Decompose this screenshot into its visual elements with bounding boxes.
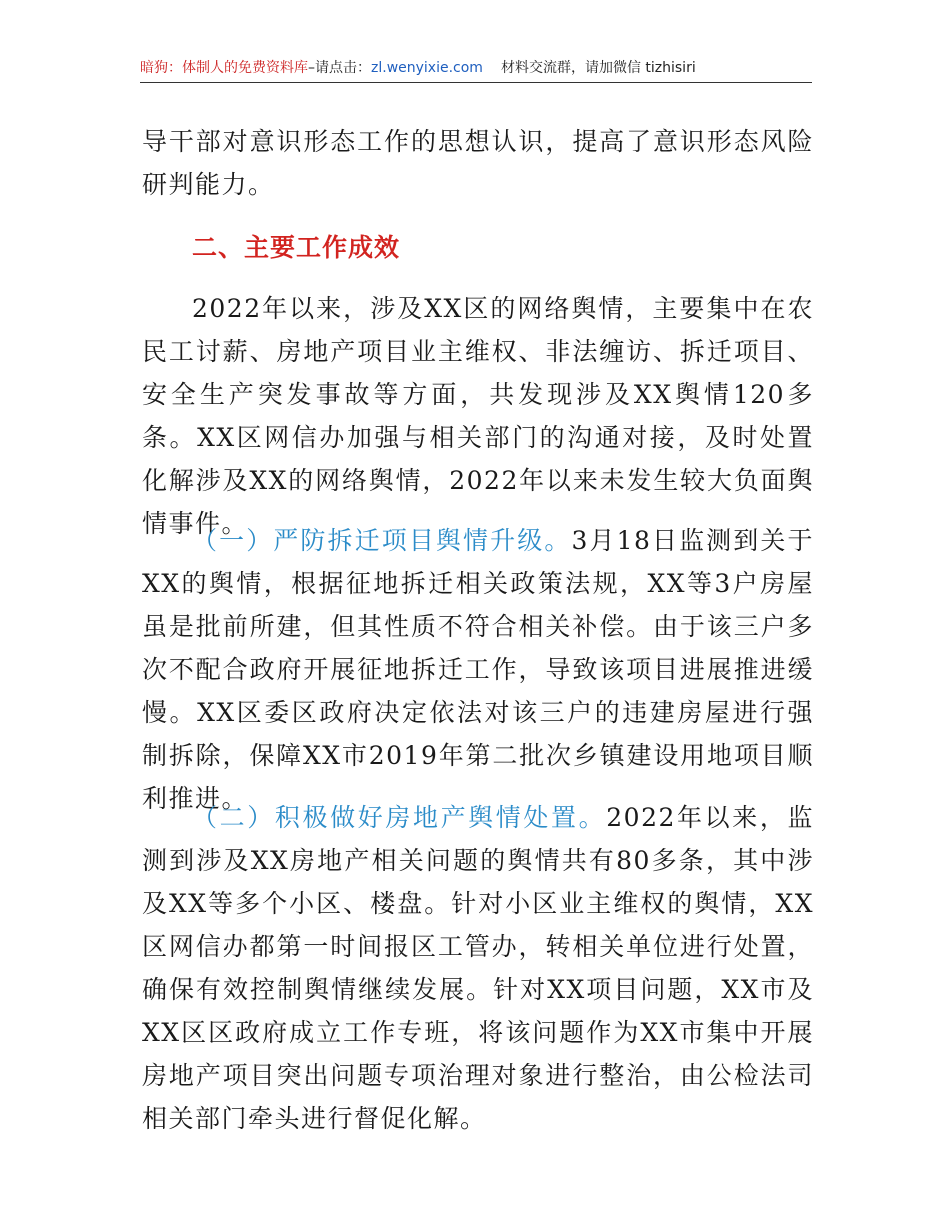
header-link[interactable]: zl.wenyixie.com bbox=[371, 60, 483, 76]
header-brand: 暗狗：体制人的免费资料库 bbox=[140, 60, 308, 76]
paragraph-demolition-body: 3月18日监测到关于XX的舆情，根据征地拆迁相关政策法规，XX等3户房屋虽是批前所建，但其性质不符合相关补偿。由于该三户多次不配合政府开展征地拆迁工作，导致该项目进展推进缓慢。XX区委区政府决定依法对该三户的违建房屋进行强制拆除，保障XX市2019年第二批次乡镇建设用地项目顺利推进。 bbox=[142, 526, 814, 813]
subheading-real-estate: （二）积极做好房地产舆情处置。 bbox=[192, 803, 607, 832]
paragraph-real-estate-body: 2022年以来，监测到涉及XX房地产相关问题的舆情共有80多条，其中涉及XX等多个小区、楼盘。针对小区业主维权的舆情，XX区网信办都第一时间报区工管办，转相关单位进行处置，确保有效控制舆情继续发展。针对XX项目问题，XX市及XX区区政府成立工作专班，将该问题作为XX市集中开展房地产项目突出问题专项治理对象进行整治，由公检法司相关部门牵头进行督促化解。 bbox=[142, 803, 814, 1133]
paragraph-real-estate bbox=[142, 796, 814, 1140]
subheading-demolition: （一）严防拆迁项目舆情升级。 bbox=[192, 526, 572, 555]
paragraph-overview: 2022年以来，涉及XX区的网络舆情，主要集中在农民工讨薪、房地产项目业主维权、非法缠访、拆迁项目、安全生产突发事故等方面，共发现涉及XX舆情120多条。XX区网信办加强与相关部门的沟通对接，及时处置化解涉及XX的网络舆情，2022年以来未发生较大负面舆情事件。 bbox=[142, 294, 814, 538]
page-header bbox=[140, 58, 812, 83]
section-heading: 二、主要工作成效 bbox=[192, 233, 401, 262]
paragraph-continuation: 导干部对意识形态工作的思想认识，提高了意识形态风险研判能力。 bbox=[142, 127, 814, 199]
header-contact: 材料交流群，请加微信 tizhisiri bbox=[500, 60, 696, 76]
header-prompt: –请点击： bbox=[308, 60, 371, 76]
paragraph-demolition bbox=[142, 519, 814, 820]
